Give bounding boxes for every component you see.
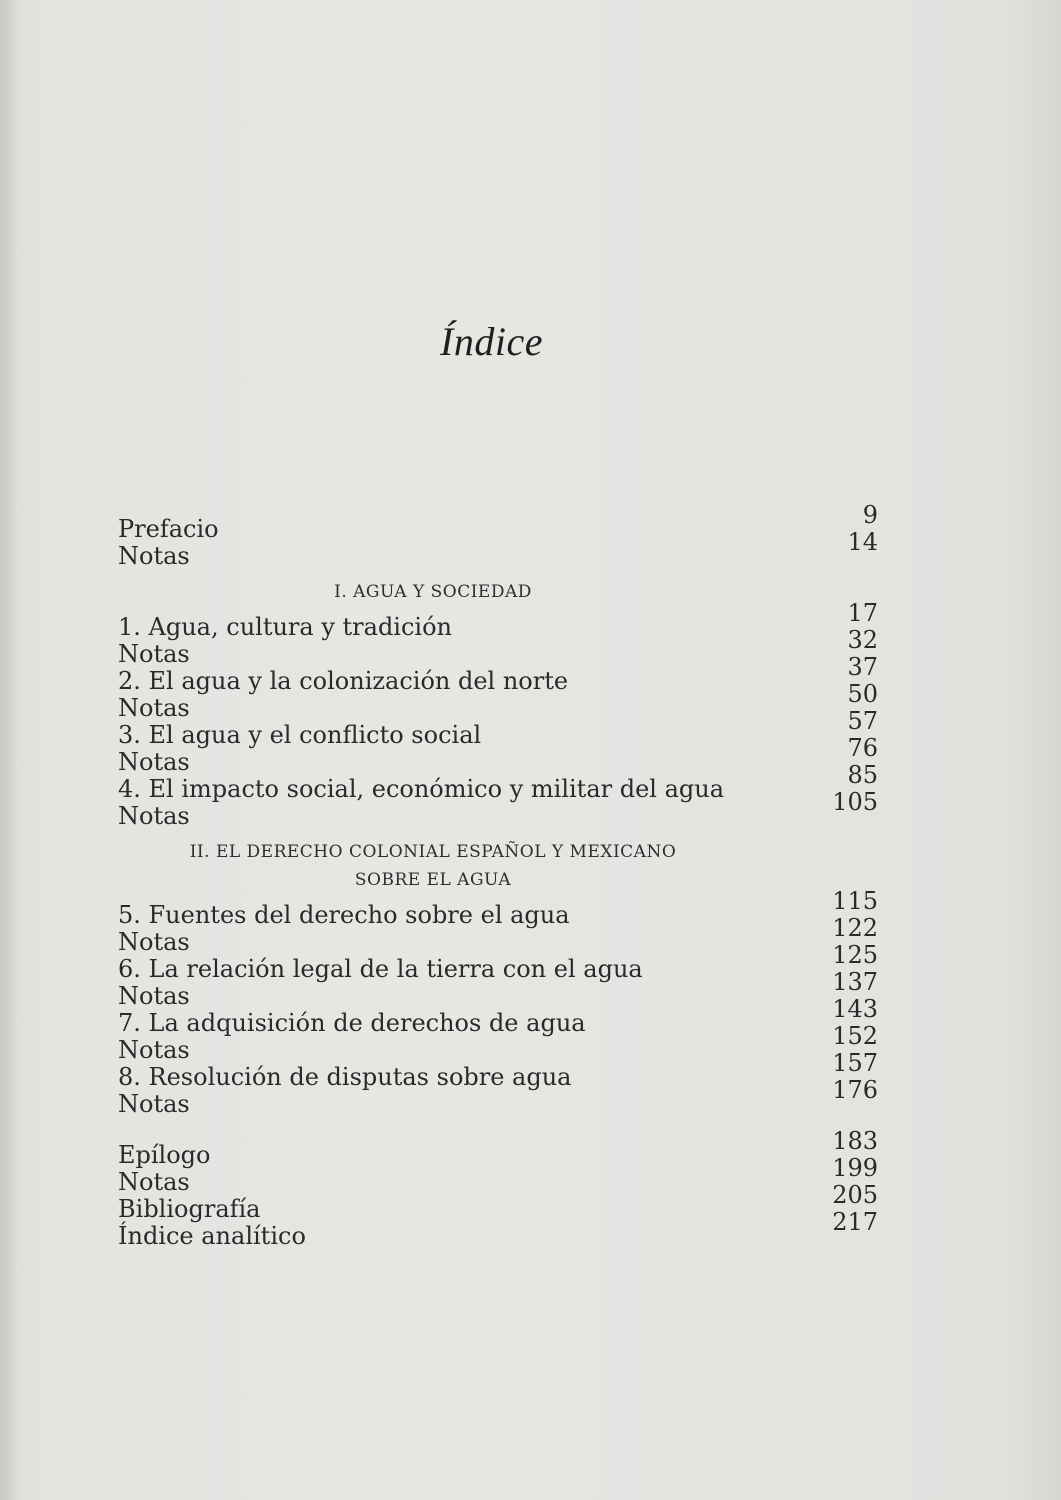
toc-entry-label: 5. Fuentes del derecho sobre el agua — [118, 901, 570, 929]
toc-entry-page: 137 — [832, 968, 878, 996]
toc-entry-page: 17 — [847, 599, 878, 627]
toc-entry-page: 105 — [832, 788, 878, 816]
page-gutter-shadow — [0, 0, 18, 1500]
toc-entry-page: 199 — [832, 1154, 878, 1182]
toc-entry-page: 50 — [847, 680, 878, 708]
toc-entry-page: 152 — [832, 1022, 878, 1050]
table-of-contents — [118, 501, 878, 1250]
toc-entry-label: Notas — [118, 1036, 190, 1064]
toc-entry-page: 9 — [862, 501, 878, 529]
page-title: Índice — [440, 319, 543, 364]
toc-entry-page: 217 — [832, 1208, 878, 1236]
toc-entry-page: 143 — [832, 995, 878, 1023]
toc-entry-label: 2. El agua y la colonización del norte — [118, 667, 569, 695]
toc-entry-label: Notas — [118, 1168, 190, 1196]
toc-entry-label: Notas — [118, 928, 190, 956]
toc-entry-page: 115 — [832, 887, 878, 915]
toc-entry-label: Notas — [118, 640, 190, 668]
toc-entry-label: Notas — [118, 748, 190, 776]
toc-entry-page: 14 — [847, 528, 878, 556]
toc-entry-page: 37 — [847, 653, 878, 681]
toc-entry-page: 205 — [832, 1181, 878, 1209]
toc-entry-label: Bibliografía — [118, 1195, 261, 1223]
toc-entry-page: 57 — [847, 707, 878, 735]
toc-entry-label: Notas — [118, 1090, 190, 1118]
toc-entry-page: 85 — [847, 761, 878, 789]
toc-entry-label: Prefacio — [118, 515, 219, 543]
toc-entry-label: Epílogo — [118, 1141, 211, 1169]
toc-entry-label: 3. El agua y el conflicto social — [118, 721, 482, 749]
toc-entry-label: 1. Agua, cultura y tradición — [118, 613, 453, 641]
toc-entry-page: 183 — [832, 1127, 878, 1155]
toc-entry-page: 122 — [832, 914, 878, 942]
toc-entry-label: Notas — [118, 802, 190, 830]
toc-entry-label: 7. La adquisición de derechos de agua — [118, 1009, 586, 1037]
toc-entry-label: Índice analítico — [118, 1222, 306, 1250]
toc-entry-page: 125 — [832, 941, 878, 969]
toc-entry-label: Notas — [118, 694, 190, 722]
toc-entry-page: 76 — [847, 734, 878, 762]
toc-entry-page: 32 — [847, 626, 878, 654]
toc-entry-page: 157 — [832, 1049, 878, 1077]
part-heading: I. AGUA Y SOCIEDAD — [334, 582, 532, 602]
part-heading-line-1: II. EL DERECHO COLONIAL ESPAÑOL Y MEXICANO — [189, 842, 677, 862]
toc-entry-label: 4. El impacto social, económico y militar del agua — [118, 775, 725, 803]
toc-entry-label: Notas — [118, 542, 190, 570]
part-heading-line-2: SOBRE EL AGUA — [354, 870, 512, 890]
toc-entry-page: 176 — [832, 1076, 878, 1104]
toc-entry-label: 8. Resolución de disputas sobre agua — [118, 1063, 572, 1091]
toc-entry-label: 6. La relación legal de la tierra con el agua — [118, 955, 643, 983]
toc-entry-label: Notas — [118, 982, 190, 1010]
